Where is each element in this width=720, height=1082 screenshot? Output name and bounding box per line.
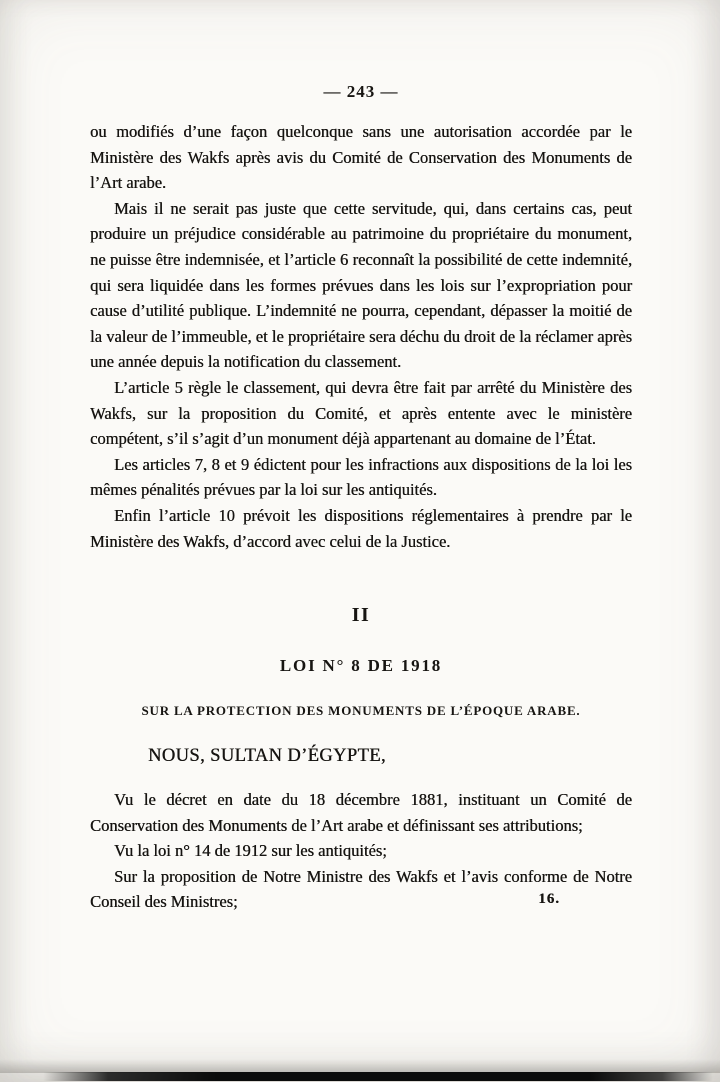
commentary-body xyxy=(90,119,632,554)
page-number: — 243 — xyxy=(323,82,399,101)
law-subtitle: SUR LA PROTECTION DES MONUMENTS DE L’ÉPOQUE ARABE. xyxy=(141,703,581,719)
sultan-proclamation: NOUS, SULTAN D’ÉGYPTE, xyxy=(148,746,386,767)
scan-shadow-artifact xyxy=(0,1059,720,1073)
preamble-vu-decret: Vu le décret en date du 18 décembre 1881, instituant un Comité de Conservation des Monuments de l’Art arabe et définissant ses attributions; xyxy=(90,790,632,835)
paragraph-indemnity: Mais il ne serait pas juste que cette servitude, qui, dans certains cas, peut produire un préjudice considérable au patrimoine du propriétaire du monument, ne puisse être indemnisée, et l’article 6 reconnaît la possibilité de cette indemnité, qui sera liquidée dans les formes prévues dans les lois sur l’expropriation pour cause d’utilité publique. L’indemnité ne pourra, cependant, dépasser la moitié de la valeur de l’immeuble, et le propriétaire sera déchu du droit de la réclamer après une année depuis la notification du classement. xyxy=(90,198,632,372)
scan-edge-artifact xyxy=(0,1072,720,1081)
printer-signature-number: 16. xyxy=(538,891,560,908)
law-title: LOI N° 8 DE 1918 xyxy=(279,656,443,676)
page-content xyxy=(90,82,632,912)
paragraph-articles-7-8-9: Les articles 7, 8 et 9 édictent pour les infractions aux dispositions de la loi les mêmes pénalités prévues par la loi sur les antiquités. xyxy=(90,454,632,500)
preamble-vu-loi: Vu la loi n° 14 de 1912 sur les antiquités; xyxy=(114,841,387,861)
preamble-proposition: Sur la proposition de Notre Ministre des Wakfs et l’avis conforme de Notre Conseil des Ministres; xyxy=(90,866,632,912)
paragraph-article-10: Enfin l’article 10 prévoit les dispositions réglementaires à prendre par le Ministère des Wakfs, d’accord avec celui de la Justice. xyxy=(90,505,632,551)
paragraph-continuation: ou modifiés d’une façon quelconque sans une autorisation accordée par le Ministère des Wakfs après avis du Comité de Conservation des Monuments de l’Art arabe. xyxy=(90,122,632,193)
paragraph-article-5: L’article 5 règle le classement, qui devra être fait par arrêté du Ministère des Wakfs, sur la proposition du Comité, et après entente avec le ministère compétent, s’il s’agit d’un monument déjà appartenant au domaine de l’État. xyxy=(90,377,632,449)
section-number-heading: II xyxy=(351,604,371,627)
